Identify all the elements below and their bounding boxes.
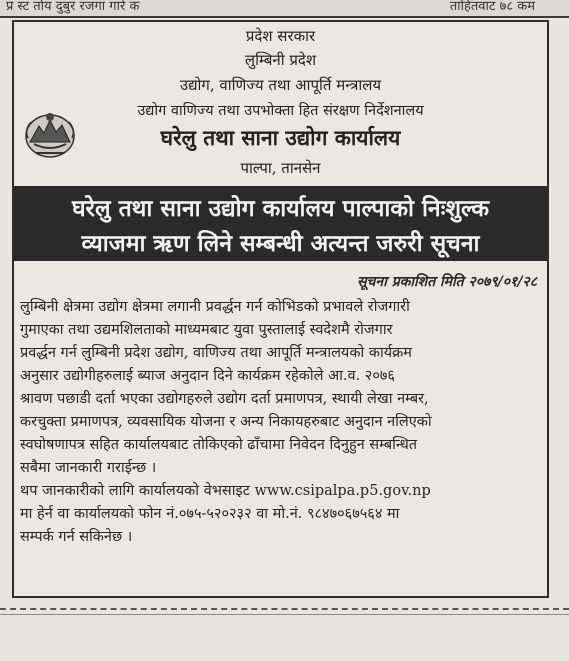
body-line: प्रवर्द्धन गर्न लुम्बिनी प्रदेश उद्योग, वाणिज्य तथा आपूर्ति मन्त्रालयको कार्यक्रम	[20, 345, 412, 361]
nepal-government-emblem-icon	[22, 108, 78, 160]
bottom-divider	[0, 608, 569, 610]
notice-header	[14, 22, 547, 187]
header-gov: प्रदेश सरकार	[245, 27, 316, 45]
banner-line-1: घरेलु तथा साना उद्योग कार्यालय पाल्पाको निःशुल्क	[71, 195, 490, 222]
notice-box	[12, 20, 549, 598]
contact-line: मा हेर्न वा कार्यालयको फोन नं.०७५-५२०२३२ वा मो.नं. ९८४७०६७५६४ मा	[20, 506, 400, 522]
notice-body	[20, 296, 542, 549]
publication-date: सूचना प्रकाशित मिति २०७९/०१/२८	[357, 274, 537, 290]
body-line: गुमाएका तथा उद्यमशिलताको माध्यमबाट युवा पुस्तालाई स्वदेशमै रोजगार	[20, 322, 393, 338]
contact-line: थप जानकारीको लागि कार्यालयको वेभसाइट www.csipalpa.p5.gov.np	[20, 483, 431, 499]
bottom-rule	[0, 614, 569, 615]
header-directorate: उद्योग वाणिज्य तथा उपभोक्ता हित संरक्षण निर्देशनालय	[137, 103, 424, 119]
body-line: स्वघोषणापत्र सहित कार्यालयबाट तोकिएको ढाँचामा निवेदन दिनुहुन सम्बन्धित	[20, 437, 418, 453]
contact-line: सम्पर्क गर्न सकिनेछ ।	[20, 529, 133, 545]
body-line: अनुसार उद्योगीहरुलाई ब्याज अनुदान दिने कार्यक्रम रहेकोले आ.व. २०७६	[20, 368, 395, 384]
banner-line-2: व्याजमा ऋण लिने सम्बन्धी अत्यन्त जरुरी सूचना	[81, 230, 480, 257]
previous-clipping-strip	[0, 0, 569, 18]
top-fragment-left: प्र स्ट र्ताय दुबुर रजगा गारे क	[6, 0, 140, 14]
body-line: लुम्बिनी क्षेत्रमा उद्योग क्षेत्रमा लगानी प्रवर्द्धन गर्न कोभिडको प्रभावले रोजगारी	[20, 299, 410, 315]
top-fragment-right: ताहितवाट ७८ कम	[449, 0, 535, 14]
header-location: पाल्पा, तानसेन	[240, 159, 321, 177]
header-office: घरेलु तथा साना उद्योग कार्यालय	[160, 125, 401, 150]
headline-banner	[14, 186, 547, 261]
body-line: सबैमा जानकारी गराईन्छ ।	[20, 460, 157, 476]
body-line: श्रावण पछाडी दर्ता भएका उद्योगहरुले उद्योग दर्ता प्रमाणपत्र, स्थायी लेखा नम्बर,	[20, 391, 429, 407]
header-province: लुम्बिनी प्रदेश	[244, 51, 317, 69]
body-line: करचुक्ता प्रमाणपत्र, व्यवसायिक योजना र अन्य निकायहरुबाट अनुदान नलिएको	[20, 414, 432, 430]
header-ministry: उद्योग, वाणिज्य तथा आपूर्ति मन्त्रालय	[179, 76, 382, 94]
